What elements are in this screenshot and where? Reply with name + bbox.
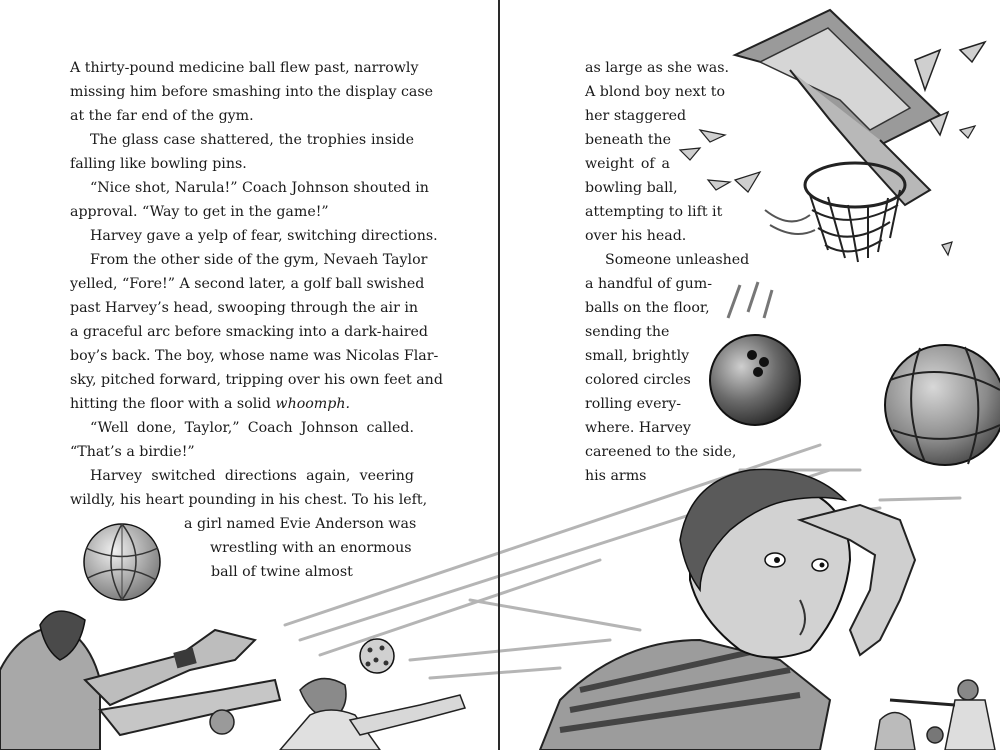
right-line-text: sending the xyxy=(585,324,670,340)
right-text-line xyxy=(585,200,722,224)
left-text-line xyxy=(70,392,350,416)
left-text-line xyxy=(90,176,429,200)
right-line-text: a handful of gum- xyxy=(585,276,712,292)
left-line-text: boy’s back. The boy, whose name was Nicolas Flar- xyxy=(70,348,439,364)
right-text-line xyxy=(585,104,687,128)
right-line-text: weight of a xyxy=(585,156,670,172)
right-line-text: where. Harvey xyxy=(585,420,691,436)
left-text-line xyxy=(90,464,414,488)
left-text-line xyxy=(70,80,434,104)
left-text-line xyxy=(70,296,419,320)
left-line-text: falling like bowling pins. xyxy=(70,156,247,172)
left-page xyxy=(0,0,498,750)
right-line-text: A blond boy next to xyxy=(585,84,725,100)
left-line-text: From the other side of the gym, Nevaeh Taylor xyxy=(90,252,428,268)
left-line-text: The glass case shattered, the trophies inside xyxy=(90,132,414,148)
left-text-line xyxy=(70,200,329,224)
left-line-text: hitting the floor with a solid xyxy=(70,396,271,412)
right-text-line xyxy=(585,176,678,200)
left-line-text: past Harvey’s head, swooping through the air in xyxy=(70,300,419,316)
right-line-text: small, brightly xyxy=(585,348,690,364)
left-text-line xyxy=(70,320,428,344)
left-italic-word: whoomph. xyxy=(275,396,350,412)
left-line-text: wildly, his heart pounding in his chest. To his left, xyxy=(70,492,428,508)
right-line-text: careened to the side, xyxy=(585,444,737,460)
right-text-line xyxy=(585,128,671,152)
right-text-line xyxy=(585,272,712,296)
right-line-text: bowling ball, xyxy=(585,180,678,196)
left-line-text: sky, pitched forward, tripping over his own feet and xyxy=(70,372,443,388)
left-text-line xyxy=(70,104,254,128)
left-text-line xyxy=(90,128,414,152)
left-text-line xyxy=(210,536,410,560)
left-line-text: “Well done, Taylor,” Coach Johnson called. xyxy=(90,420,414,436)
right-text-line xyxy=(585,440,736,464)
left-line-text: ball of twine almost xyxy=(211,564,353,580)
right-line-text: balls on the floor, xyxy=(585,300,710,316)
right-text-line xyxy=(585,392,681,416)
right-text-line xyxy=(585,368,691,392)
right-text-line xyxy=(585,320,669,344)
left-line-text: missing him before smashing into the display case xyxy=(70,84,434,100)
right-line-text: Someone unleashed xyxy=(605,252,750,268)
left-text-line xyxy=(70,440,195,464)
right-text-line xyxy=(585,224,686,248)
left-line-text: approval. “Way to get in the game!” xyxy=(70,204,329,220)
left-line-text: a girl named Evie Anderson was xyxy=(184,516,417,532)
left-line-text: at the far end of the gym. xyxy=(70,108,254,124)
left-line-text: “That’s a birdie!” xyxy=(70,444,195,460)
left-text-line xyxy=(90,224,438,248)
right-text-line xyxy=(585,152,670,176)
left-line-text: Harvey gave a yelp of fear, switching directions. xyxy=(90,228,438,244)
left-text-line xyxy=(70,488,428,512)
left-text-line xyxy=(90,248,428,272)
left-line-text: a graceful arc before smacking into a dark-haired xyxy=(70,324,428,340)
left-text-line xyxy=(184,512,417,536)
right-page xyxy=(500,0,1000,750)
left-text-line xyxy=(70,272,425,296)
right-line-text: rolling every- xyxy=(585,396,682,412)
left-text-line xyxy=(70,56,419,80)
right-text-line xyxy=(585,296,710,320)
left-line-text: A thirty-pound medicine ball flew past, narrowly xyxy=(70,60,419,76)
right-text-line xyxy=(605,248,749,272)
right-line-text: beneath the xyxy=(585,132,672,148)
left-text-line xyxy=(90,416,414,440)
left-text-line xyxy=(70,344,439,368)
right-line-text: colored circles xyxy=(585,372,691,388)
right-line-text: attempting to lift it xyxy=(585,204,723,220)
left-line-text: Harvey switched directions again, veering xyxy=(90,468,414,484)
right-line-text: her staggered xyxy=(585,108,687,124)
right-text-line xyxy=(585,56,729,80)
right-text-line xyxy=(585,344,689,368)
right-line-text: over his head. xyxy=(585,228,687,244)
left-line-text: yelled, “Fore!” A second later, a golf ball swished xyxy=(70,276,425,292)
right-text-line xyxy=(585,464,646,488)
right-line-text: his arms xyxy=(585,468,647,484)
right-line-text: as large as she was. xyxy=(585,60,729,76)
left-text-line xyxy=(70,368,443,392)
left-line-text: wrestling with an enormous xyxy=(210,540,412,556)
right-text-line xyxy=(585,80,725,104)
right-text-line xyxy=(585,416,691,440)
left-line-text: “Nice shot, Narula!” Coach Johnson shouted in xyxy=(90,180,429,196)
left-text-line xyxy=(211,560,353,584)
left-text-line xyxy=(70,152,247,176)
